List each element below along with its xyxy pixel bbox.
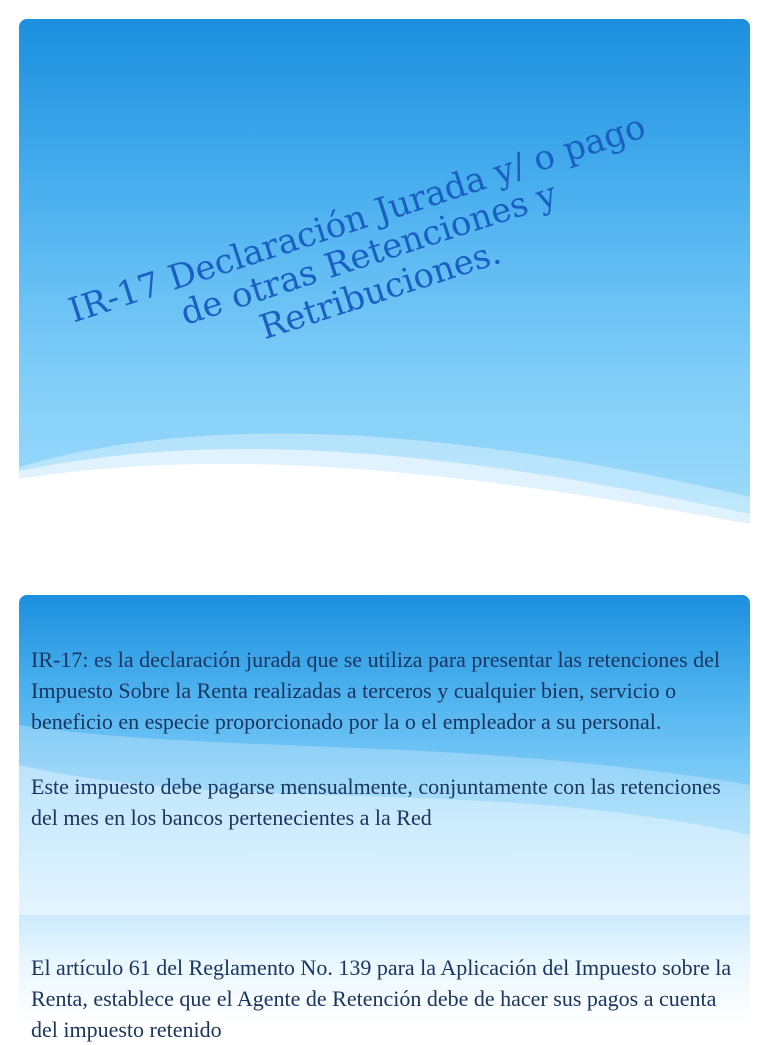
slide-1 xyxy=(19,19,750,524)
slide-title: IR-17 Declaración Jurada y/ o pago de otras Retenciones y Retribuciones. xyxy=(63,106,651,348)
wave-decoration xyxy=(19,419,750,524)
slide-2 xyxy=(19,595,750,1042)
payment-paragraph: Este impuesto debe pagarse mensualmente, conjuntamente con las retenciones del mes en los bancos pertenecientes a la Red xyxy=(31,774,721,830)
article-paragraph: El artículo 61 del Reglamento No. 139 para la Aplicación del Impuesto sobre la Renta, establece que el Agente de Retención debe de hacer sus pagos a cuenta del impuesto retenido xyxy=(31,955,732,1042)
definition-paragraph: IR-17: es la declaración jurada que se utiliza para presentar las retenciones del Impuesto Sobre la Renta realizadas a terceros y cualquier bien, servicio o beneficio en especie proporcionado por la o el empleador a su personal. xyxy=(31,647,721,734)
